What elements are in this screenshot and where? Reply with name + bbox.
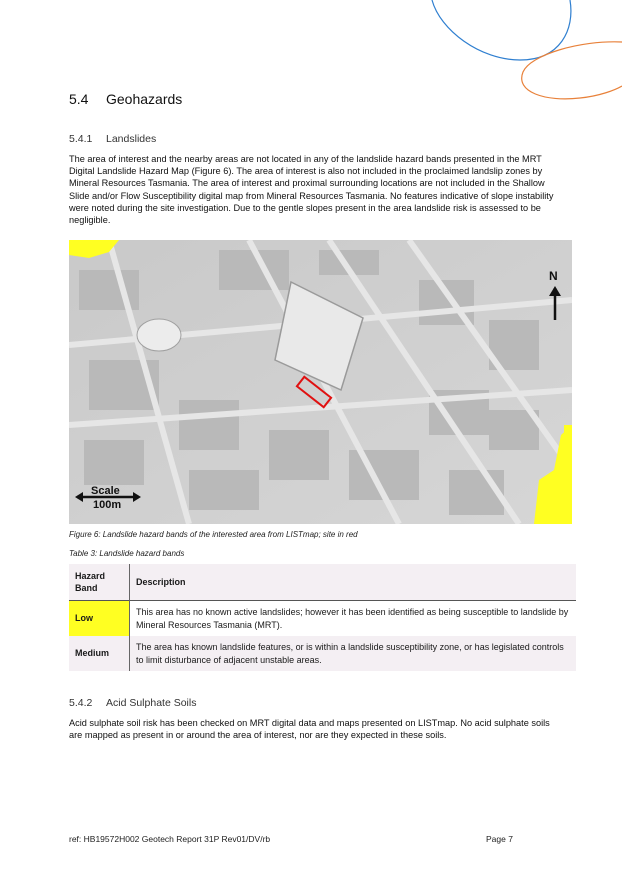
footer-page: Page 7 <box>486 834 513 844</box>
table-header-row <box>69 564 576 601</box>
acid-paragraph: Acid sulphate soil risk has been checked on MRT digital data and maps presented on LISTmap. No acid sulphate soils are mapped as present in or around the area of interest, nor are they expected in these soils. <box>69 718 550 741</box>
orange-curve <box>522 42 622 99</box>
hill-feature <box>137 319 181 351</box>
header-description: Description <box>130 564 577 601</box>
landslides-title: Landslides <box>106 133 157 145</box>
acid-number: 5.4.2 <box>69 697 93 709</box>
header-band: Hazard Band <box>69 564 130 601</box>
table-row <box>69 636 576 671</box>
hazard-table <box>69 564 576 671</box>
figure-caption: Figure 6: Landslide hazard bands of the interested area from LISTmap; site in red <box>69 530 358 539</box>
description-low: This area has no known active landslides; however it has been identified as being susceptible to landslide by Mineral Resources Tasmania (MRT). <box>130 601 577 637</box>
table-caption: Table 3: Landslide hazard bands <box>69 549 185 558</box>
band-low: Low <box>69 601 130 637</box>
landslides-paragraph: The area of interest and the nearby areas are not located in any of the landslide hazard bands presented in the MRT Digital Landslide Hazard Map (Figure 6). The area of interest is also not included in the proclaimed landslip zones by Mineral Resources Tasmania. The area of interest and proximal surrounding locations are not included in the Shallow Slide and/or Flow Susceptibility digital map from Mineral Resources Tasmania. No features indicative of slope instability were noted during the site investigation. Due to the gentle slopes present in the area landslide risk is assessed to be negligible. <box>69 154 554 226</box>
section-number: 5.4 <box>69 91 89 107</box>
footer-ref: ref: HB19572H002 Geotech Report 31P Rev01/DV/rb <box>69 834 271 844</box>
landslides-number: 5.4.1 <box>69 133 93 145</box>
section-title: Geohazards <box>106 91 183 107</box>
band-medium: Medium <box>69 636 130 671</box>
section-heading <box>69 91 182 107</box>
north-label: N <box>549 269 558 283</box>
scale-label: Scale <box>91 485 120 497</box>
blue-curve <box>432 0 571 60</box>
scale-value: 100m <box>93 499 122 511</box>
acid-title: Acid Sulphate Soils <box>106 697 197 709</box>
table-row <box>69 601 576 637</box>
acid-heading <box>69 697 196 709</box>
landslide-hazard-map <box>69 240 572 524</box>
landslides-heading <box>69 133 156 145</box>
description-medium: The area has known landslide features, or is within a landslide susceptibility zone, or has legislated controls to limit disturbance of adjacent unstable areas. <box>130 636 577 671</box>
